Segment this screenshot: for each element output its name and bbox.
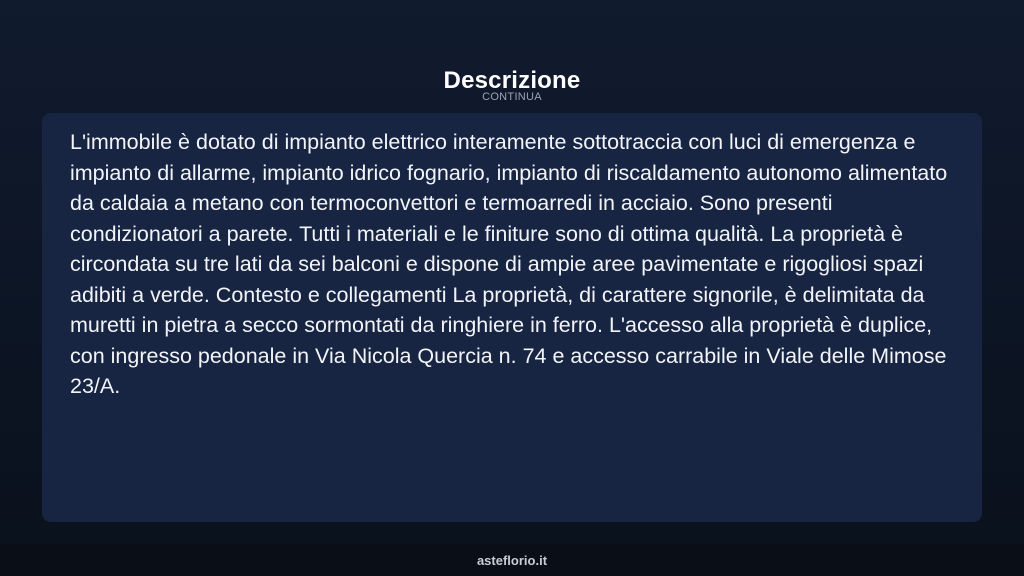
description-card: [42, 113, 982, 522]
footer-bar: [0, 544, 1024, 576]
page-subtitle: CONTINUA: [482, 91, 542, 103]
footer-site-name: asteflorio.it: [476, 552, 548, 568]
description-text: L'immobile è dotato di impianto elettrico interamente sottotraccia con luci di emergenza e impianto di allarme, impianto idrico fognario, impianto di riscaldamento autonomo alimentato da caldaia a metano con termoconvettori e termoarredi in acciaio. Sono presenti condizionatori a parete. Tutti i materiali e le finiture sono di ottima qualità. La proprietà è circondata su tre lati da sei balconi e dispone di ampie aree pavimentate e rigogliosi spazi adibiti a verde. Contesto e collegamenti La proprietà, di carattere signorile, è delimitata da muretti in pietra a secco sormontati da ringhiere in ferro. L'accesso alla proprietà è duplice, con ingresso pedonale in Via Nicola Quercia n. 74 e accesso carrabile in Viale delle Mimose 23/A.: [70, 130, 948, 398]
page-title: Descrizione: [443, 67, 581, 95]
